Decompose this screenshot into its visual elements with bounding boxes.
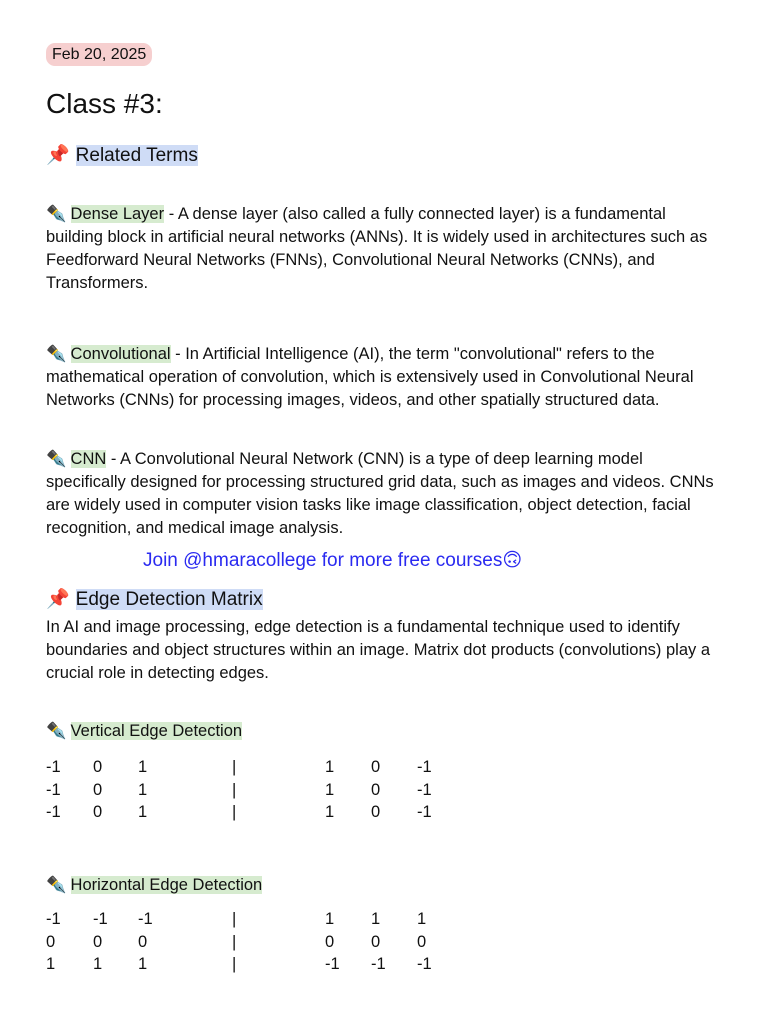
matrix-divider: | [232,955,237,973]
matrix-cell: -1 [46,910,61,928]
matrix-row [46,803,466,826]
matrix-row [46,758,466,781]
matrix-row [46,933,466,956]
matrix-cell: 0 [138,932,148,951]
matrix-cell: -1 [371,955,386,973]
matrix-cell: 1 [417,910,427,928]
section-heading: Edge Detection Matrix [75,589,263,610]
matrix-cell: -1 [417,758,432,776]
term-label: Dense Layer [70,205,165,223]
matrix-cell: 1 [371,910,381,928]
pen-nib-icon: ✒️ [46,205,67,223]
matrix-divider: | [232,932,237,951]
matrix-divider: | [232,910,237,928]
matrix-cell: 1 [325,803,335,821]
matrix-cell: -1 [46,758,61,776]
pushpin-icon: 📌 [46,145,70,166]
matrix-cell: 1 [325,758,335,776]
matrix-cell: 0 [371,780,381,799]
matrix-cell: -1 [46,803,61,821]
matrix-cell: 0 [371,932,381,951]
matrix-cell: 1 [325,780,335,799]
vertical-edge-heading [46,720,242,742]
pen-nib-icon: ✒️ [46,722,67,740]
matrix-row [46,781,466,804]
edge-detection-body: In AI and image processing, edge detection is a fundamental technique used to identify boundaries and object structures within an image. Matrix dot products (convolutions) play a crucial role in detecting edges. [46,618,711,682]
pushpin-icon: 📌 [46,589,70,610]
matrix-cell: 1 [138,758,148,776]
matrix-cell: 1 [138,803,148,821]
term-cnn [46,448,726,540]
term-convolutional [46,343,726,412]
term-description: - A dense layer (also called a fully connected layer) is a fundamental building block in artificial neural networks (ANNs). It is widely used in architectures such as Feedforward Neural Networks (FNNs), Convolutional Neural Networks (CNNs), and Transformers. [46,205,708,292]
matrix-cell: 0 [371,758,381,776]
horizontal-edge-matrix [46,910,466,978]
matrix-divider: | [232,780,237,799]
pen-nib-icon: ✒️ [46,345,67,363]
matrix-cell: 0 [93,780,103,799]
term-description: - A Convolutional Neural Network (CNN) is a type of deep learning model specifically designed for processing structured grid data, such as images and videos. CNNs are widely used in computer vision tasks like image classification, object detection, facial recognition, and medical image analysis. [46,450,714,537]
matrix-cell: 0 [93,758,103,776]
matrix-cell: 1 [138,955,148,973]
page-title: Class #3: [46,88,163,119]
matrix-cell: 0 [46,932,56,951]
matrix-cell: -1 [417,780,432,799]
matrix-divider: | [232,803,237,821]
matrix-cell: -1 [417,803,432,821]
matrix-cell: 1 [138,780,148,799]
date-badge: Feb 20, 2025 [46,43,152,66]
section-heading: Related Terms [75,145,198,166]
matrix-cell: -1 [325,955,340,973]
section-edge-detection [46,588,263,612]
vertical-edge-matrix [46,758,466,826]
pen-nib-icon: ✒️ [46,876,67,894]
matrix-cell: -1 [138,910,153,928]
matrix-cell: 1 [93,955,103,973]
matrix-cell: 1 [46,955,56,973]
matrix-cell: 0 [417,932,427,951]
matrix-row [46,910,466,933]
matrix-cell: -1 [417,955,432,973]
sub-heading-label: Horizontal Edge Detection [70,876,263,894]
horizontal-edge-heading [46,874,262,896]
matrix-cell: 1 [325,910,335,928]
term-label: CNN [70,450,107,468]
matrix-cell: 0 [371,803,381,821]
sub-heading-label: Vertical Edge Detection [70,722,243,740]
pen-nib-icon: ✒️ [46,450,67,468]
matrix-cell: -1 [93,910,108,928]
matrix-divider: | [232,758,237,776]
matrix-row [46,955,466,978]
matrix-cell: 0 [93,932,103,951]
section-related-terms [46,144,198,168]
matrix-cell: -1 [46,780,61,799]
matrix-cell: 0 [325,932,335,951]
promo-link[interactable]: Join @hmaracollege for more free courses🙃 [143,550,523,571]
term-description: - In Artificial Intelligence (AI), the term "convolutional" refers to the mathematical operation of convolution, which is extensively used in Convolutional Neural Networks (CNNs) for processing images, videos, and other spatially structured data. [46,345,694,409]
matrix-cell: 0 [93,803,103,821]
term-label: Convolutional [70,345,171,363]
term-dense-layer [46,203,726,295]
